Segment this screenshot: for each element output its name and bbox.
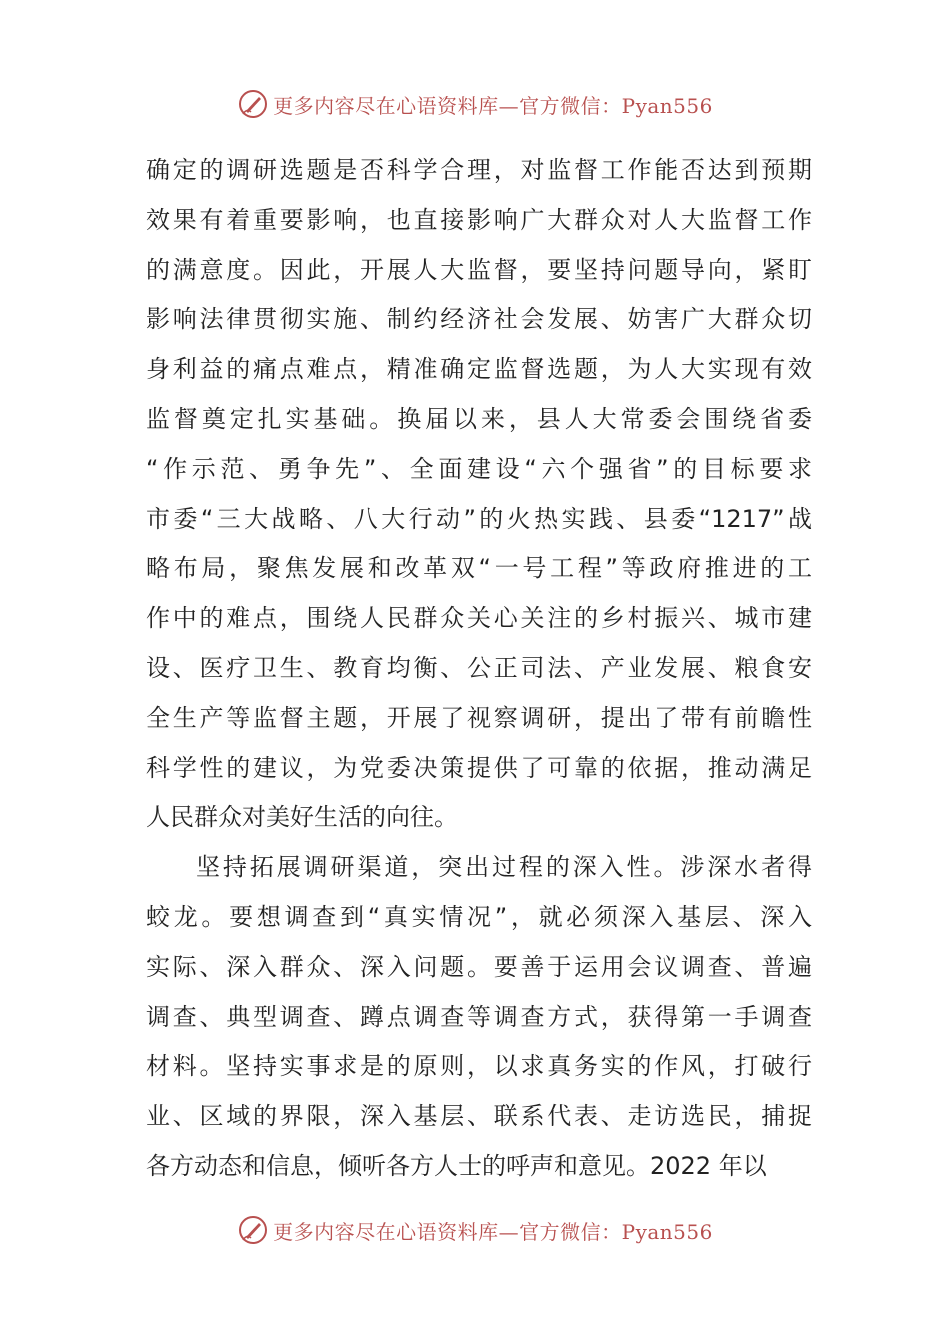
text-line: 调查、典型调查、蹲点调查等调查方式，获得第一手调查 [146, 1002, 812, 1031]
text-line: 人民群众对美好生活的向往。 [146, 803, 458, 832]
pen-seal-icon [237, 88, 269, 120]
document-body [146, 146, 812, 1192]
text-line: 蛟龙。要想调查到“真实情况”，就必须深入基层、深入 [146, 902, 812, 931]
watermark-text: 更多内容尽在心语资料库—官方微信：Pyan556 [273, 1219, 713, 1244]
text-line: 各方动态和信息，倾听各方人士的呼声和意见。2022 年以 [146, 1151, 767, 1180]
pen-seal-icon [237, 1214, 269, 1246]
paragraph [146, 843, 812, 1192]
text-line: 确定的调研选题是否科学合理，对监督工作能否达到预期 [146, 156, 812, 184]
text-line: 作中的难点，围绕人民群众关心关注的乡村振兴、城市建 [146, 604, 812, 633]
text-line: 身利益的痛点难点，精准确定监督选题，为人大实现有效 [146, 355, 812, 384]
text-line: 效果有着重要影响，也直接影响广大群众对人大监督工作 [146, 205, 812, 234]
text-line: 坚持拓展调研渠道，突出过程的深入性。涉深水者得 [196, 853, 812, 882]
watermark-text: 更多内容尽在心语资料库—官方微信：Pyan556 [273, 93, 713, 118]
text-line: 影响法律贯彻实施、制约经济社会发展、妨害广大群众切 [146, 305, 812, 334]
paragraph [146, 146, 812, 843]
text-line: 全生产等监督主题，开展了视察调研，提出了带有前瞻性 [146, 703, 812, 732]
text-line: 材料。坚持实事求是的原则，以求真务实的作风，打破行 [146, 1052, 812, 1081]
text-line: 业、区域的界限，深入基层、联系代表、走访选民，捕捉 [146, 1102, 812, 1131]
text-line: 科学性的建议，为党委决策提供了可靠的依据，推动满足 [146, 753, 812, 782]
text-line: “作示范、勇争先”、全面建设“六个强省”的目标要求 [146, 454, 812, 483]
text-line: 略布局，聚焦发展和改革双“一号工程”等政府推进的工 [146, 554, 812, 583]
text-line: 的满意度。因此，开展人大监督，要坚持问题导向，紧盯 [146, 255, 812, 284]
text-line: 监督奠定扎实基础。换届以来，县人大常委会围绕省委 [146, 404, 812, 433]
text-line: 设、医疗卫生、教育均衡、公正司法、产业发展、粮食安 [146, 653, 812, 682]
watermark-footer [0, 1210, 950, 1250]
watermark-header [0, 84, 950, 124]
text-line: 实际、深入群众、深入问题。要善于运用会议调查、普遍 [146, 952, 812, 981]
text-line: 市委“三大战略、八大行动”的火热实践、县委“1217”战 [146, 504, 812, 533]
